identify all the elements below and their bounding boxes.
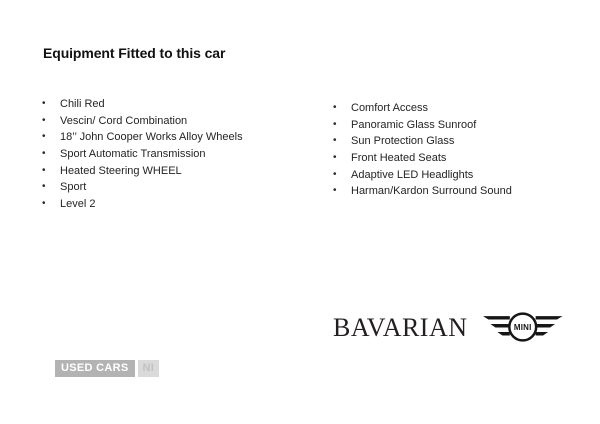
bullet-icon: • (42, 164, 46, 176)
used-cars-watermark (55, 360, 159, 377)
used-cars-badge: USED CARS (55, 360, 135, 377)
page-title: Equipment Fitted to this car (43, 45, 226, 61)
equipment-item (333, 150, 512, 167)
equipment-item-label: Chili Red (60, 98, 105, 111)
equipment-item (42, 113, 243, 130)
equipment-item (42, 96, 243, 113)
equipment-item-label: Adaptive LED Headlights (351, 168, 474, 181)
bullet-icon: • (333, 168, 337, 180)
equipment-item (42, 146, 243, 163)
equipment-item (42, 179, 243, 196)
equipment-item-label: Level 2 (60, 197, 96, 210)
bullet-icon: • (333, 185, 337, 197)
equipment-item (333, 100, 512, 117)
bullet-icon: • (333, 152, 337, 164)
equipment-item-label: Harman/Kardon Surround Sound (351, 185, 512, 198)
equipment-item-label: Heated Steering WHEEL (60, 164, 182, 177)
equipment-list-left (42, 96, 243, 212)
equipment-item (333, 183, 512, 200)
equipment-item-label: Front Heated Seats (351, 152, 447, 165)
equipment-item (333, 133, 512, 150)
mini-logo-text: MINI (513, 322, 532, 332)
equipment-list-right (333, 100, 512, 200)
equipment-item-label: 18’’ John Cooper Works Alloy Wheels (60, 131, 243, 144)
equipment-item-label: Sport Automatic Transmission (60, 148, 206, 161)
equipment-item (42, 162, 243, 179)
mini-wings-icon (482, 309, 563, 346)
bullet-icon: • (333, 135, 337, 147)
equipment-item-label: Vescin/ Cord Combination (60, 114, 188, 127)
brand-row (333, 305, 563, 350)
bullet-icon: • (42, 181, 46, 193)
bullet-icon: • (42, 131, 46, 143)
equipment-item (42, 129, 243, 146)
equipment-item-label: Panoramic Glass Sunroof (351, 118, 477, 131)
bullet-icon: • (42, 148, 46, 160)
bullet-icon: • (42, 197, 46, 209)
bullet-icon: • (42, 114, 46, 126)
equipment-item (333, 117, 512, 134)
bullet-icon: • (333, 118, 337, 130)
equipment-item-label: Comfort Access (351, 102, 429, 115)
bullet-icon: • (42, 98, 46, 110)
equipment-item (333, 166, 512, 183)
equipment-item-label: Sport (60, 181, 87, 194)
equipment-item-label: Sun Protection Glass (351, 135, 455, 148)
ni-badge: NI (138, 360, 160, 377)
bullet-icon: • (333, 102, 337, 114)
equipment-item (42, 196, 243, 213)
dealer-name: BAVARIAN (333, 312, 468, 342)
